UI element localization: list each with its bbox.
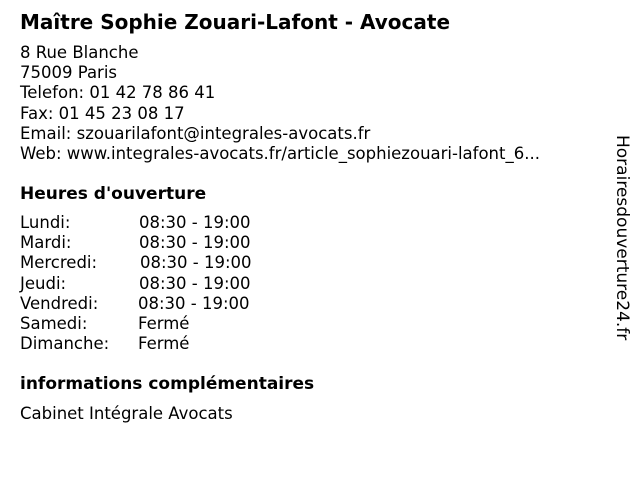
time-value: Fermé xyxy=(138,334,190,354)
opening-hours-heading: Heures d'ouverture xyxy=(20,184,207,204)
email-label: Email: xyxy=(20,123,72,143)
additional-info-heading: informations complémentaires xyxy=(20,374,315,394)
address-city: 75009 Paris xyxy=(20,63,118,83)
time-value: 08:30 - 19:00 xyxy=(138,293,250,313)
time-value: 08:30 - 19:00 xyxy=(140,253,252,273)
contact-block xyxy=(20,43,540,164)
email-link[interactable]: szouarilafont@integrales-avocats.fr xyxy=(76,123,371,143)
phone-number: Telefon: 01 42 78 86 41 xyxy=(20,83,216,103)
email-line xyxy=(20,124,540,144)
day-label: Samedi: xyxy=(20,313,88,333)
website-link[interactable]: www.integrales-avocats.fr/article_sophiezouari-lafont_6... xyxy=(66,144,540,164)
day-label: Lundi: xyxy=(20,213,71,232)
day-label: Mardi: xyxy=(20,233,72,253)
additional-info-text: Cabinet Intégrale Avocats xyxy=(20,404,233,423)
day-label: Dimanche: xyxy=(20,334,110,354)
time-value: 08:30 - 19:00 xyxy=(139,273,251,293)
page-title: Maître Sophie Zouari-Lafont - Avocate xyxy=(20,10,451,34)
day-label: Mercredi: xyxy=(20,253,98,273)
time-value: 08:30 - 19:00 xyxy=(139,213,251,232)
fax-number: Fax: 01 45 23 08 17 xyxy=(20,103,185,123)
web-line xyxy=(20,144,540,164)
address-street: 8 Rue Blanche xyxy=(20,43,139,62)
time-value: 08:30 - 19:00 xyxy=(139,233,251,253)
time-value: Fermé xyxy=(138,313,190,333)
site-watermark: Horairesdouverture24.fr xyxy=(612,135,632,341)
web-label: Web: xyxy=(20,144,62,164)
day-label: Vendredi: xyxy=(20,293,99,313)
day-label: Jeudi: xyxy=(20,273,67,293)
